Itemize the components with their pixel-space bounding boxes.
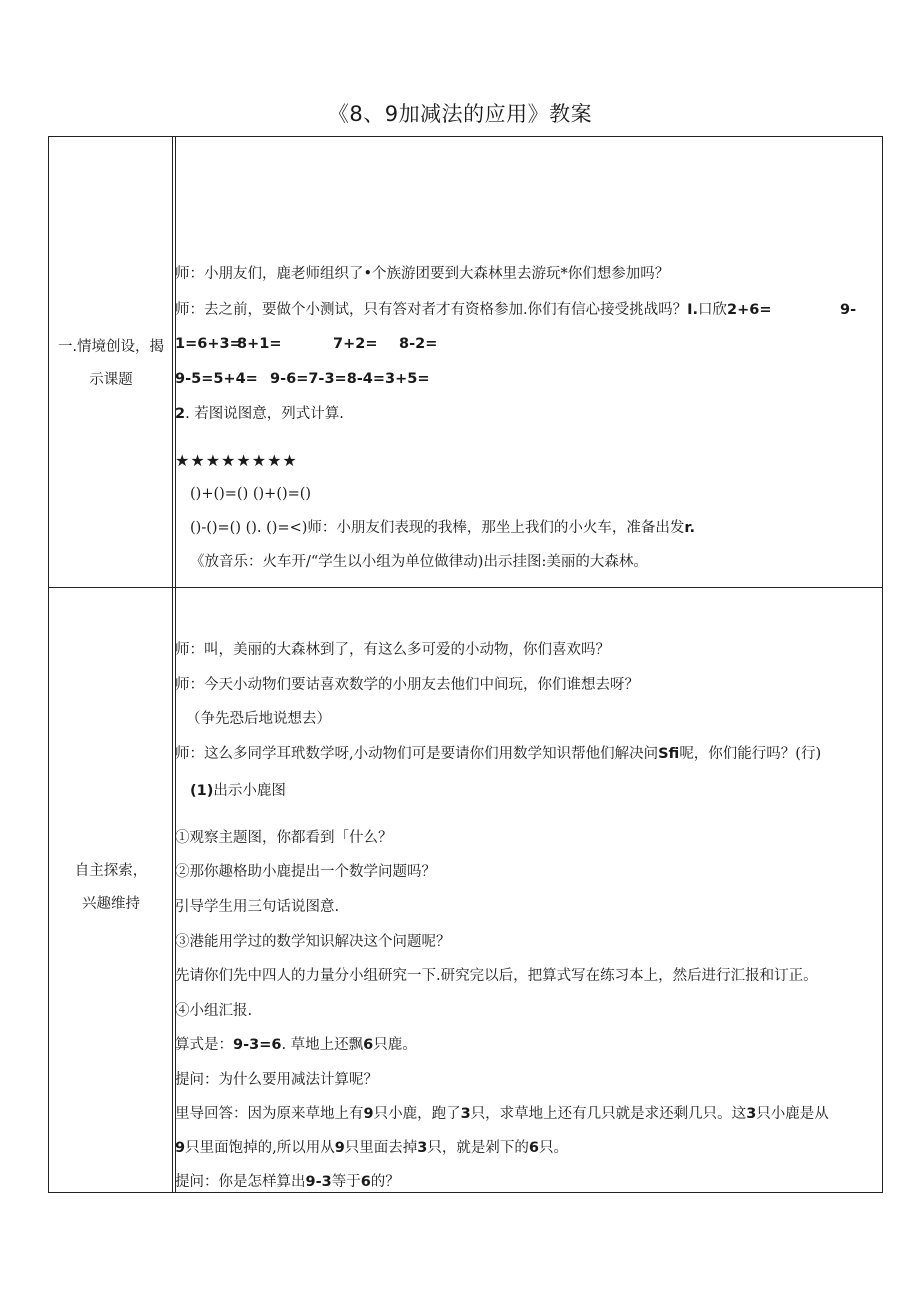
section1-blank-equations-1: ()+()=() ()+()=() (190, 486, 312, 502)
section1-expr-line3b: 8+1= (237, 336, 282, 352)
section2-label (52, 855, 170, 921)
section1-list-marker: I. (687, 302, 699, 318)
section2-line-1: 师：叫，美丽的大森林到了，有这么多可爱的小动物，你们喜欢吗？ (175, 642, 610, 658)
section1-label-line2: 示课题 (89, 372, 133, 388)
section1-line-8 (190, 518, 695, 538)
star-row: ★★★★★★★★ (175, 451, 298, 470)
page-title: 《8、9加减法的应用》教案 (327, 102, 593, 126)
row-divider (48, 587, 883, 588)
section1-expr-9minus: 9- (840, 302, 857, 318)
lesson-table (48, 136, 883, 1193)
section2-label-line2: 兴趣维持 (82, 896, 140, 912)
section2-line-16 (175, 1172, 400, 1192)
section1-label (52, 331, 170, 397)
section2-formula-label: 算式是： (175, 1037, 233, 1053)
section1-line-5 (175, 404, 344, 424)
section1-line-9: 《放音乐：火车开/“学生以小组为单位做律动)出示挂图:美丽的大森林。 (190, 554, 648, 570)
section2-step-1: (1) (190, 783, 214, 799)
section2-line-12 (175, 1035, 417, 1055)
section2-line-4-end: 呢，你们能行吗？(行) (679, 746, 822, 762)
section2-line-3: （争先恐后地说想去） (186, 711, 331, 727)
section2-line-9: ③港能用学过的数学知识解决这个问题呢？ (175, 934, 451, 950)
section1-expr-line3d: 8-2= (399, 336, 438, 352)
section2-line-5 (190, 781, 286, 801)
section2-l15-b: 只里面饱掉的,所以用从 (185, 1140, 335, 1156)
section2-formula-end: 只鹿。 (373, 1037, 417, 1053)
section2-line-2: 师：今天小动物们要诂喜欢数学的小朋友去他们中间玩，你们谁想去呀？ (175, 677, 639, 693)
section2-line-13: 提问：为什么要用减法计算呢？ (175, 1072, 378, 1088)
section2-line-14 (175, 1104, 829, 1124)
section2-line-4-mark: Sfi (658, 746, 680, 762)
section2-l15-h: 只。 (538, 1140, 568, 1156)
section1-line-2-text: 师：去之前，要做个小测试，只有答对者才有资格参加.你们有信心接受挑战吗？ (175, 302, 688, 318)
section1-label-line1: 一.情境创设，揭 (57, 339, 165, 355)
section2-line-7: ②那你趣格助小鹿提出一个数学问题吗？ (175, 864, 436, 880)
section1-item-2: 2 (175, 406, 186, 422)
section2-l16-b: 9-3 (305, 1174, 332, 1190)
section1-expr-line3a: 1=6+3= (175, 336, 242, 352)
section1-line-5-text: . 若图说图意，列式计算. (185, 406, 344, 422)
section1-expr-line4b: 9-6=7-3=8-4=3+5= (270, 371, 430, 387)
section2-l15-e: 3 (417, 1140, 428, 1156)
section2-line-4 (175, 744, 821, 764)
section2-formula-text: . 草地上还飘 (281, 1037, 364, 1053)
section2-l15-d: 只里面去掉 (344, 1140, 418, 1156)
section2-l15-a: 9 (175, 1140, 186, 1156)
section2-l16-d: 6 (360, 1174, 371, 1190)
section1-expr-line4a: 9-5=5+4= (175, 371, 258, 387)
section1-oral-label: 口欣 (698, 302, 728, 318)
section2-l16-c: 等于 (331, 1174, 361, 1190)
column-divider (172, 136, 173, 1193)
section2-l15-f: 只，就是剁下的 (427, 1140, 529, 1156)
section2-l15-c: 9 (334, 1140, 345, 1156)
section1-line-8-text: ()-()=() (). ()=<)师：小朋友们表现的我棒，那坐上我们的小火车，准备出发 (190, 520, 685, 536)
section2-l16-a: 提问：你是怎样算出 (175, 1174, 306, 1190)
section2-l14-f: 3 (746, 1106, 757, 1122)
section1-expr-line3c: 7+2= (333, 336, 378, 352)
section2-l15-g: 6 (528, 1140, 539, 1156)
section2-l14-b: 9 (363, 1106, 374, 1122)
section1-line-8-end: r. (684, 520, 695, 536)
section2-line-11: ④小组汇报. (175, 1003, 253, 1019)
section2-l16-e: 的？ (370, 1174, 400, 1190)
section2-l14-d: 3 (460, 1106, 471, 1122)
section1-line-2 (175, 300, 772, 320)
section2-step-1-text: 出示小鹿图 (213, 783, 286, 799)
section2-line-15 (175, 1138, 568, 1158)
section2-l14-a: 里导回答：因为原来草地上有 (175, 1106, 364, 1122)
section2-formula: 9-3=6 (233, 1037, 282, 1053)
section2-line-6: ①观察主题图，你都看到「什么？ (175, 830, 393, 846)
section1-line-1: 师：小朋友们，鹿老师组织了•个族游团要到大森林里去游玩*你们想参加吗？ (175, 266, 670, 282)
section2-label-line1: 自主探索， (74, 863, 148, 879)
section2-l14-e: 只，求草地上还有几只就是求还剩几只。这 (470, 1106, 747, 1122)
section1-expr-2plus6: 2+6= (727, 302, 772, 318)
section2-line-4-text: 师：这么多同学耳玳数学呀,小动物们可是要请你们用数学知识帮他们解决问 (175, 746, 659, 762)
section2-l14-g: 只小鹿是从 (756, 1106, 829, 1122)
section2-formula-num: 6 (363, 1037, 374, 1053)
section2-l14-c: 只小鹿，跑了 (373, 1106, 461, 1122)
section2-line-8: 引导学生用三句话说图意. (175, 899, 340, 915)
section2-line-10: 先请你们先中四人的力量分小组研究一下.研究完以后，把算式写在练习本上，然后进行汇报和订正。 (175, 968, 818, 984)
